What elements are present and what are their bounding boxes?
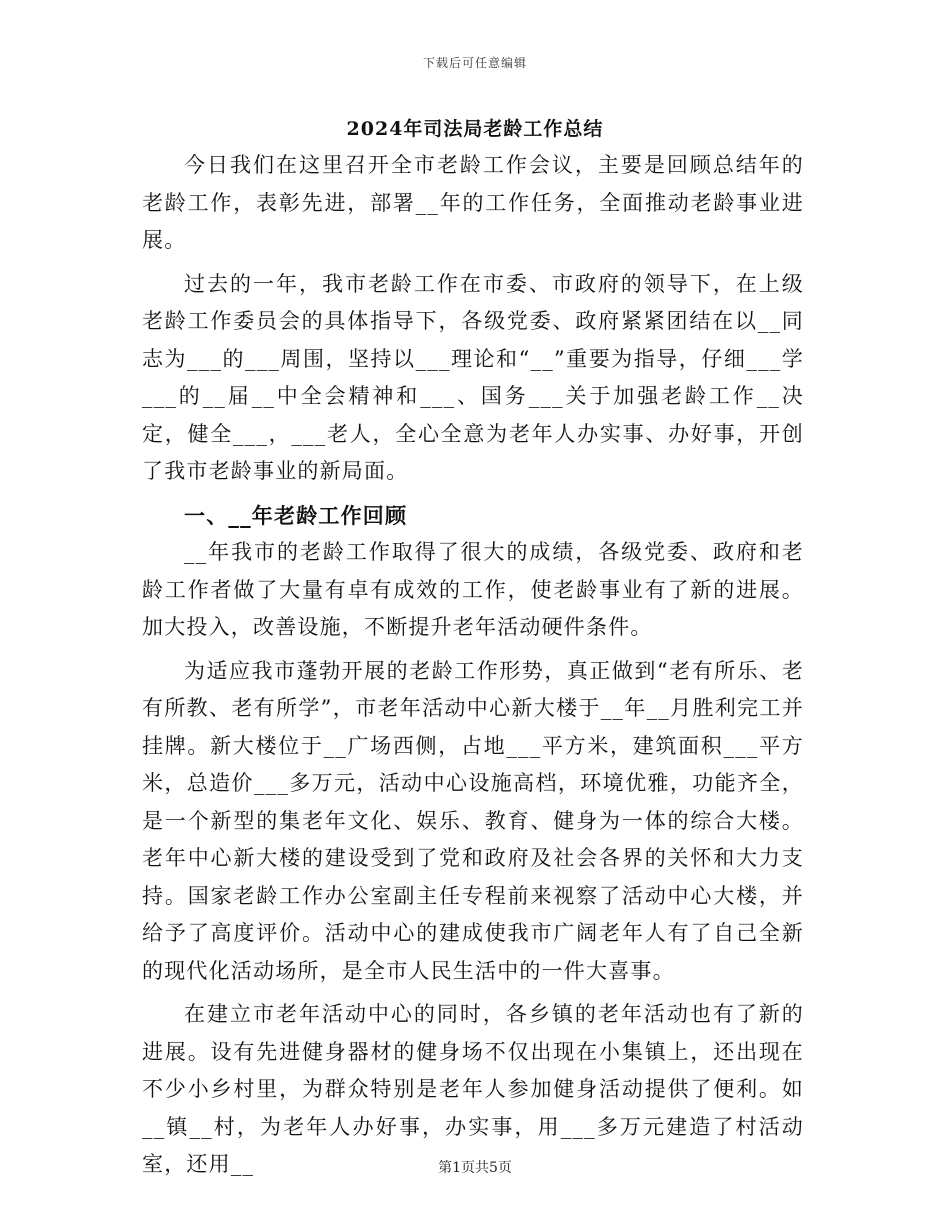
section-heading: 一、__年老龄工作回顾 — [184, 502, 408, 528]
header-note: 下载后可任意编辑 — [422, 56, 527, 70]
document-body — [142, 147, 804, 1184]
paragraph-achievements: __年我市的老龄工作取得了很大的成绩，各级党委、政府和老龄工作者做了大量有卓有成效的工作，使老龄事业有了新的进展。加大投入，改善设施，不断提升老年活动硬件条件。 — [142, 540, 804, 639]
document-title: 2024年司法局老龄工作总结 — [346, 118, 604, 140]
page-indicator: 第1页共5页 — [438, 1160, 512, 1176]
paragraph-review-overview: 过去的一年，我市老龄工作在市委、市政府的领导下，在上级老龄工作委员会的具体指导下，各级党委、政府紧紧团结在以__同志为___的___周围，坚持以___理论和“__”重要为指导，仔细___学___的__届__中全会精神和___、国务___关于加强老龄工作__决定，健全___，___老人，全心全意为老年人办实事、办好事，开创了我市老龄事业的新局面。 — [142, 271, 804, 483]
paragraph-intro: 今日我们在这里召开全市老龄工作会议，主要是回顾总结年的老龄工作，表彰先进，部署__年的工作任务，全面推动老龄事业进展。 — [142, 153, 804, 252]
paragraph-activity-center: 为适应我市蓬勃开展的老龄工作形势，真正做到“老有所乐、老有所教、老有所学”，市老年活动中心新大楼于__年__月胜利完工并挂牌。新大楼位于__广场西侧，占地___平方米，建筑面积___平方米，总造价___多万元，活动中心设施高档，环境优雅，功能齐全，是一个新型的集老年文化、娱乐、教育、健身为一体的综合大楼。老年中心新大楼的建设受到了党和政府及社会各界的关怀和大力支持。国家老龄工作办公室副主任专程前来视察了活动中心大楼，并给予了高度评价。活动中心的建成使我市广阔老年人有了自己全新的现代化活动场所，是全市人民生活中的一件大喜事。 — [142, 658, 804, 983]
paragraph-township-progress: 在建立市老年活动中心的同时，各乡镇的老年活动也有了新的进展。设有先进健身器材的健身场不仅出现在小集镇上，还出现在不少小乡村里，为群众特别是老年人参加健身活动提供了便利。如__镇__村，为老年人办好事，办实事，用___多万元建造了村活动室，还用__ — [142, 1002, 804, 1176]
